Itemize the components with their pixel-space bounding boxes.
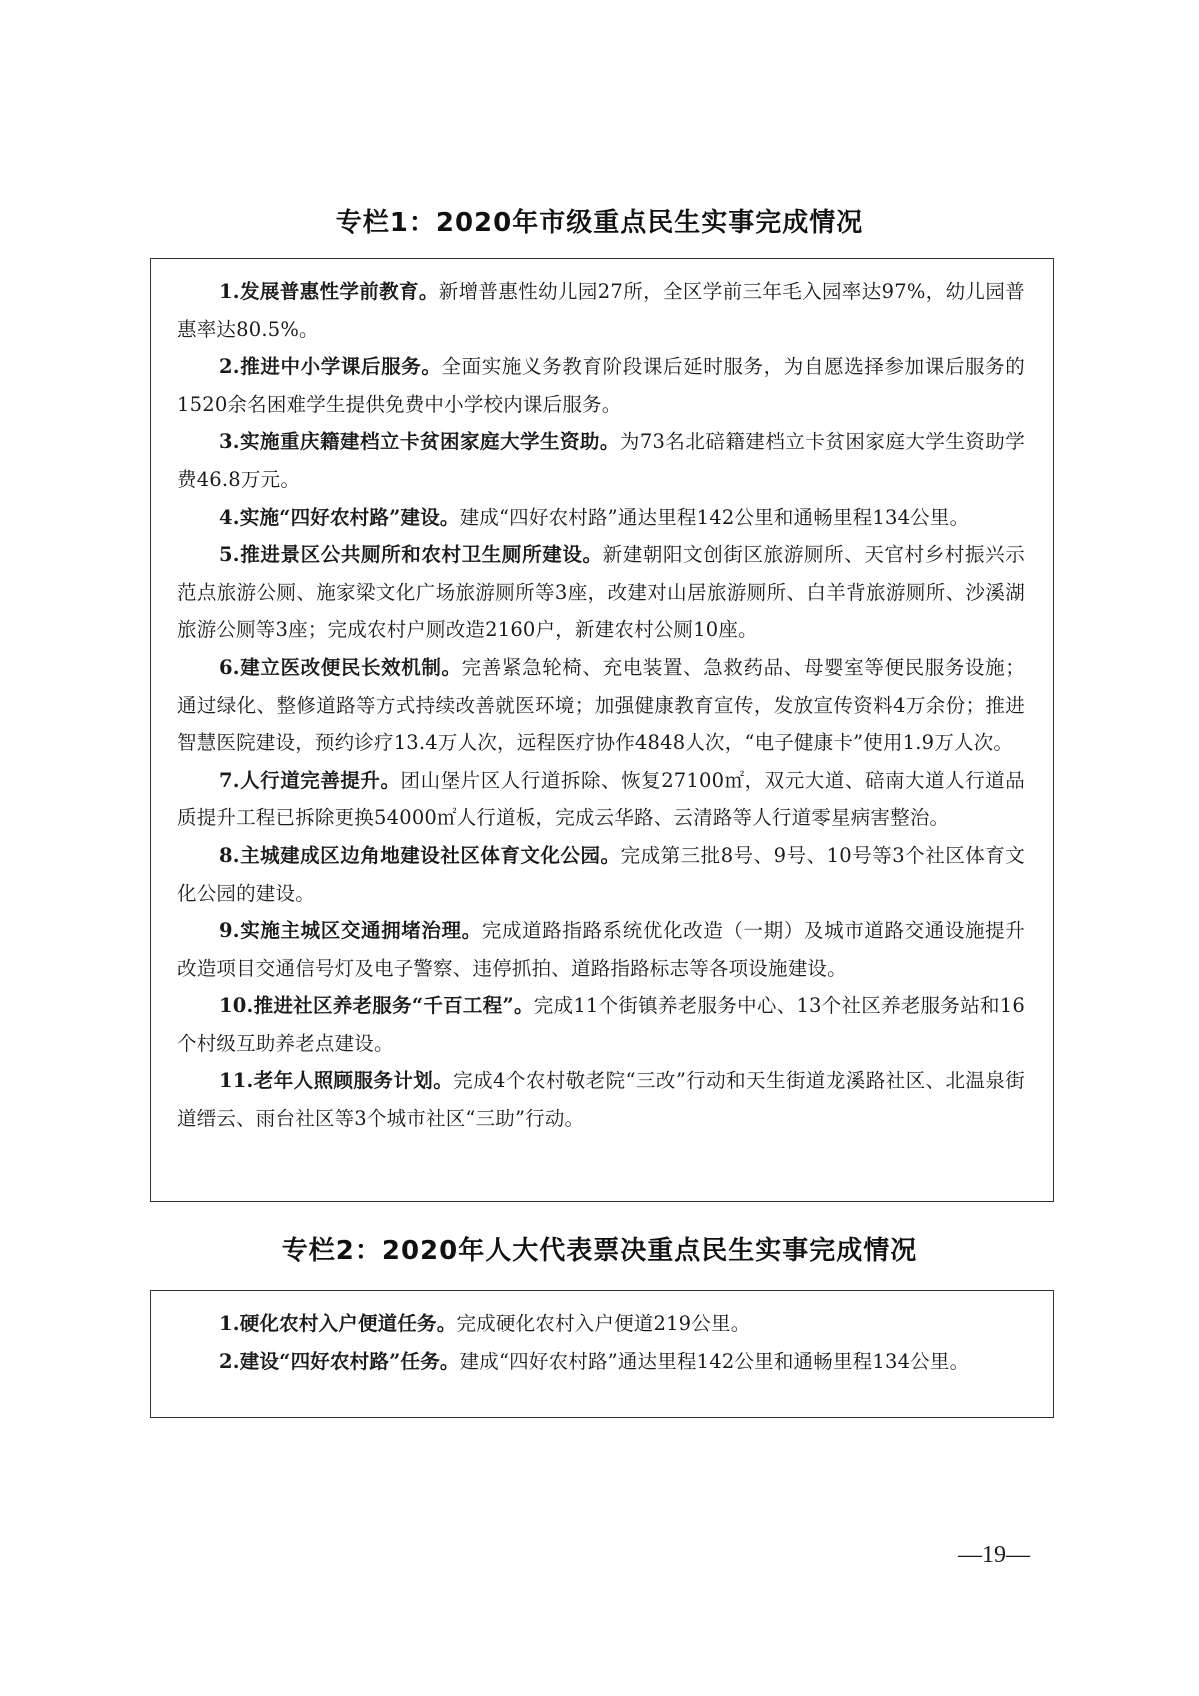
list-item xyxy=(177,499,1025,537)
section-title-1: 专栏1：2020年市级重点民生实事完成情况 xyxy=(335,208,864,238)
list-item xyxy=(177,837,1025,912)
list-item xyxy=(177,423,1025,498)
list-item xyxy=(177,762,1025,837)
list-item xyxy=(177,912,1025,987)
item-lead: 8.主城建成区边角地建设社区体育文化公园。 xyxy=(219,843,621,867)
item-lead: 11.老年人照顾服务计划。 xyxy=(219,1069,454,1093)
item-lead: 3.实施重庆籍建档立卡贫困家庭大学生资助。 xyxy=(219,430,620,454)
item-text: 团山堡片区人行道拆除、恢复27100㎡，双元大道、碚南大道人行道品质提升工程已拆除更换54000㎡人行道板，完成云华路、云清路等人行道零星病害整治。 xyxy=(177,768,1026,830)
item-text: 建成“四好农村路”通达里程142公里和通畅里程134公里。 xyxy=(459,1349,970,1373)
item-text: 新增普惠性幼儿园27所，全区学前三年毛入园率达97%，幼儿园普惠率达80.5%。 xyxy=(177,280,1025,341)
list-item xyxy=(177,536,1025,649)
item-text: 全面实施义务教育阶段课后延时服务，为自愿选择参加课后服务的1520余名困难学生提供免费中小学校内课后服务。 xyxy=(177,355,1025,416)
item-text: 完成道路指路系统优化改造（一期）及城市道路交通设施提升改造项目交通信号灯及电子警察、违停抓拍、道路指路标志等各项设施建设。 xyxy=(177,919,1025,980)
item-lead: 9.实施主城区交通拥堵治理。 xyxy=(219,919,482,943)
item-lead: 1.硬化农村入户便道任务。 xyxy=(219,1312,457,1335)
item-text: 完成硬化农村入户便道219公里。 xyxy=(456,1312,751,1335)
item-lead: 4.实施“四好农村路”建设。 xyxy=(219,505,460,529)
item-text: 完善紧急轮椅、充电装置、急救药品、母婴室等便民服务设施；通过绿化、整修道路等方式持续改善就医环境；加强健康教育宣传，发放宣传资料4万余份；推进智慧医院建设，预约诊疗13.4万人次，远程医疗协作4848人次，“电子健康卡”使用1.9万人次。 xyxy=(177,655,1025,755)
item-lead: 2.建设“四好农村路”任务。 xyxy=(219,1349,460,1373)
list-item xyxy=(177,1343,1025,1381)
list-item xyxy=(177,348,1025,423)
item-lead: 10.推进社区养老服务“千百工程”。 xyxy=(219,994,534,1018)
list-item xyxy=(177,987,1025,1062)
item-lead: 6.建立医改便民长效机制。 xyxy=(219,655,462,679)
item-lead: 7.人行道完善提升。 xyxy=(219,768,401,792)
section-box-2 xyxy=(150,1290,1054,1418)
item-text: 完成第三批8号、9号、10号等3个社区体育文化公园的建设。 xyxy=(177,843,1025,905)
list-item xyxy=(177,649,1025,762)
item-text: 完成4个农村敬老院“三改”行动和天生街道龙溪路社区、北温泉街道缙云、雨台社区等3个城市社区“三助”行动。 xyxy=(177,1069,1025,1131)
list-item xyxy=(177,273,1025,348)
item-lead: 1.发展普惠性学前教育。 xyxy=(219,280,439,303)
item-text: 建成“四好农村路”通达里程142公里和通畅里程134公里。 xyxy=(459,505,970,529)
item-lead: 5.推进景区公共厕所和农村卫生厕所建设。 xyxy=(219,543,603,567)
item-text: 新建朝阳文创街区旅游厕所、天官村乡村振兴示范点旅游公厕、施家梁文化广场旅游厕所等3座，改建对山居旅游厕所、白羊背旅游厕所、沙溪湖旅游公厕等3座；完成农村户厕改造2160户，新建农村公厕10座。 xyxy=(177,543,1025,642)
item-lead: 2.推进中小学课后服务。 xyxy=(219,355,442,379)
page-number: —19— xyxy=(958,1542,1030,1568)
list-item xyxy=(177,1062,1025,1137)
item-text: 完成11个街镇养老服务中心、13个社区养老服务站和16个村级互助养老点建设。 xyxy=(177,994,1025,1055)
list-item xyxy=(177,1305,1025,1343)
section-box-1 xyxy=(150,258,1054,1202)
item-text: 为73名北碚籍建档立卡贫困家庭大学生资助学费46.8万元。 xyxy=(177,430,1025,491)
section-title-2: 专栏2：2020年人大代表票决重点民生实事完成情况 xyxy=(281,1236,918,1266)
